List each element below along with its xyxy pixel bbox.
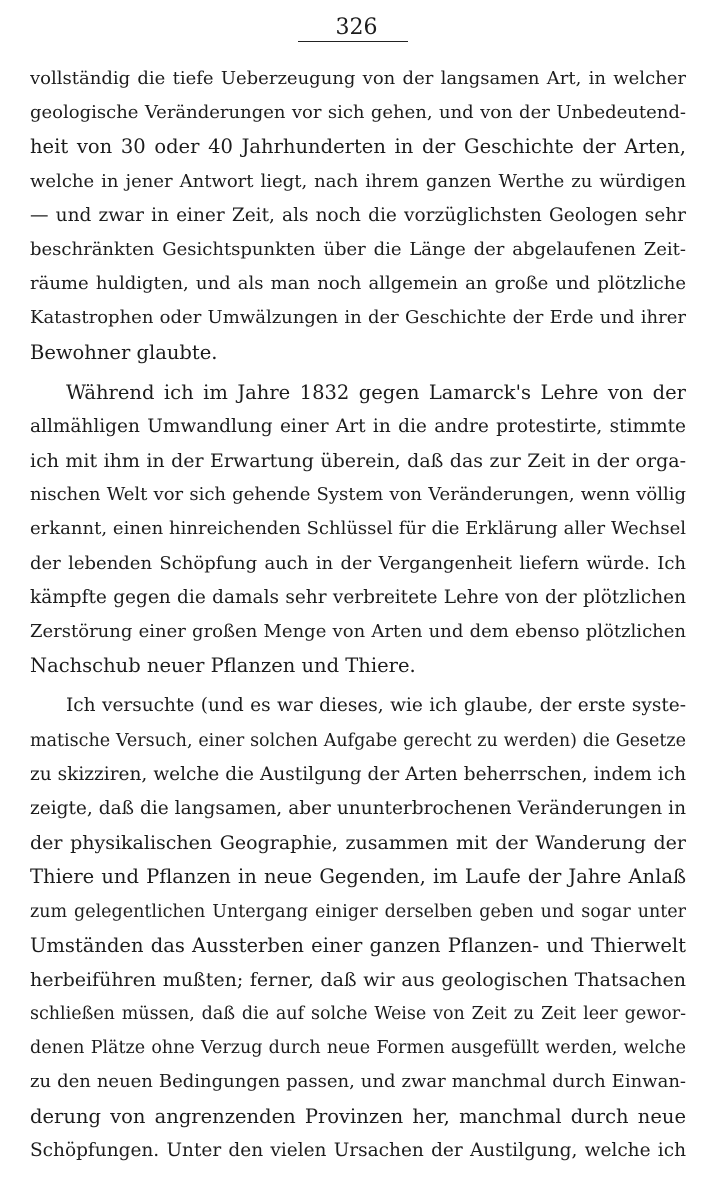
text-line: derung von angrenzenden Provinzen her, manchmal durch neue [30, 1104, 686, 1128]
text-line: zeigte, daß die langsamen, aber ununterbrochenen Veränderungen in [30, 797, 686, 819]
text-line: denen Plätze ohne Verzug durch neue Formen ausgefüllt werden, welche [30, 1038, 686, 1059]
text-line: der physikalischen Geographie, zusammen mit der Wanderung der [30, 832, 686, 855]
paragraph-2 [30, 376, 686, 684]
text-line: Bewohner glaubte. [30, 340, 218, 364]
text-line: Während ich im Jahre 1832 gegen Lamarck's Lehre von der [66, 380, 686, 404]
text-line: welche in jener Antwort liegt, nach ihrem ganzen Werthe zu würdigen [30, 170, 686, 192]
text-line: beschränkten Gesichtspunkten über die Länge der abgelaufenen Zeit- [30, 238, 686, 260]
page-number: 326 [335, 15, 378, 40]
text-line: Schöpfungen. Unter den vielen Ursachen der Austilgung, welche ich [30, 1139, 686, 1161]
text-line: zum gelegentlichen Untergang einiger derselben geben und sogar unter [30, 901, 686, 922]
text-line: vollständig die tiefe Ueberzeugung von der langsamen Art, in welcher [30, 68, 686, 89]
text-line: Ich versuchte (und es war dieses, wie ich glaube, der erste syste- [66, 695, 686, 717]
body-text [30, 62, 686, 1168]
text-line: matische Versuch, einer solchen Aufgabe gerecht zu werden) die Gesetze [30, 730, 686, 751]
text-line: — und zwar in einer Zeit, als noch die vorzüglichsten Geologen sehr [30, 204, 686, 226]
text-line: herbeiführen mußten; ferner, daß wir aus geologischen Thatsachen [30, 968, 686, 991]
text-line: Umständen das Aussterben einer ganzen Pflanzen- und Thierwelt [30, 933, 686, 957]
text-line: Nachschub neuer Pflanzen und Thiere. [30, 654, 416, 678]
text-line: geologische Veränderungen vor sich gehen, und von der Unbedeutend- [30, 102, 686, 124]
paragraph-1 [30, 62, 686, 370]
paragraph-3 [30, 689, 686, 1168]
text-line: räume huldigten, und als man noch allgemein an große und plötzliche [30, 273, 686, 295]
text-line: der lebenden Schöpfung auch in der Vergangenheit liefern würde. Ich [30, 552, 686, 574]
header-rule [298, 41, 408, 42]
text-line: Thiere und Pflanzen in neue Gegenden, im Laufe der Jahre Anlaß [30, 865, 686, 889]
text-line: ich mit ihm in der Erwartung überein, daß das zur Zeit in der orga- [30, 450, 686, 473]
text-line: Katastrophen oder Umwälzungen in der Geschichte der Erde und ihrer [30, 307, 686, 329]
text-line: kämpfte gegen die damals sehr verbreitete Lehre von der plötzlichen [30, 586, 686, 608]
text-line: erkannt, einen hinreichenden Schlüssel für die Erklärung aller Wechsel [30, 518, 686, 540]
text-line: schließen müssen, daß die auf solche Weise von Zeit zu Zeit leer gewor- [30, 1004, 686, 1025]
text-line: Zerstörung einer großen Menge von Arten und dem ebenso plötzlichen [30, 621, 686, 642]
text-line: zu skizziren, welche die Austilgung der Arten beherrschen, indem ich [30, 763, 686, 785]
text-line: heit von 30 oder 40 Jahrhunderten in der Geschichte der Arten, [30, 135, 686, 159]
text-line: zu den neuen Bedingungen passen, und zwar manchmal durch Einwan- [30, 1071, 686, 1093]
text-line: allmähligen Umwandlung einer Art in die andre protestirte, stimmte [30, 415, 686, 437]
text-line: nischen Welt vor sich gehende System von Veränderungen, wenn völlig [30, 484, 686, 506]
